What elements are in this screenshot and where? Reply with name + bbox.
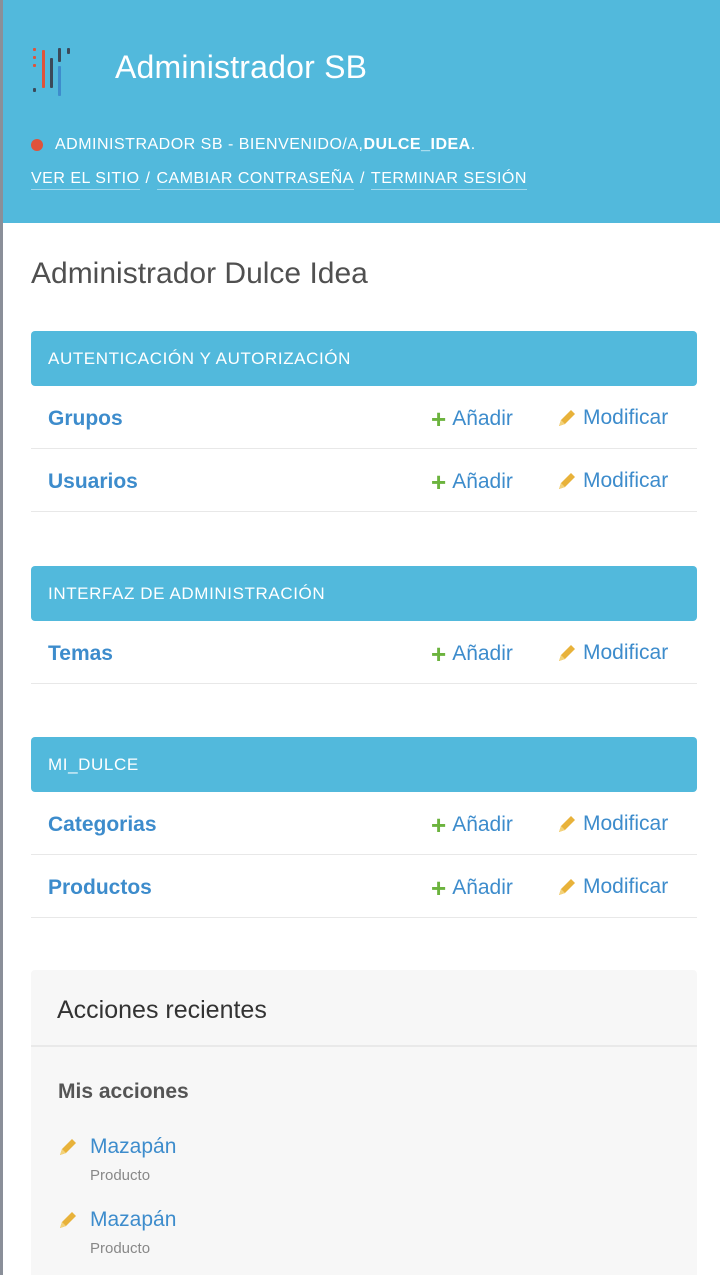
change-link[interactable] (557, 406, 668, 430)
link-separator: / (145, 170, 151, 187)
change-label: Modificar (583, 406, 669, 429)
username: DULCE_IDEA (363, 136, 471, 153)
model-row-categorias (31, 792, 697, 855)
plus-icon: + (431, 404, 447, 434)
recent-action-type: Producto (90, 1167, 151, 1184)
model-row-usuarios (31, 449, 697, 512)
logout-link[interactable]: TERMINAR SESIÓN (371, 170, 527, 190)
link-separator: / (359, 170, 365, 187)
module-header[interactable]: MI_DULCE (31, 737, 697, 792)
recent-action-link[interactable]: Mazapán (90, 1135, 177, 1158)
change-link[interactable] (557, 641, 668, 665)
add-link[interactable] (431, 641, 513, 667)
user-tools (31, 170, 527, 188)
model-link-categorias[interactable]: Categorias (48, 813, 157, 836)
add-label: Añadir (452, 470, 513, 493)
add-link[interactable] (431, 812, 513, 838)
recent-action-type: Producto (90, 1240, 151, 1257)
module-mi-dulce (31, 737, 697, 918)
model-row-temas (31, 621, 697, 684)
model-row-grupos (31, 386, 697, 449)
module-admin-interface (31, 566, 697, 684)
divider (31, 1045, 697, 1047)
pencil-icon (557, 408, 577, 428)
model-row-productos (31, 855, 697, 918)
model-link-temas[interactable]: Temas (48, 642, 113, 665)
model-link-usuarios[interactable]: Usuarios (48, 470, 138, 493)
recent-actions-panel (31, 970, 697, 1275)
model-link-productos[interactable]: Productos (48, 876, 152, 899)
status-dot-icon (31, 139, 43, 151)
add-label: Añadir (452, 642, 513, 665)
add-link[interactable] (431, 875, 513, 901)
change-password-link[interactable]: CAMBIAR CONTRASEÑA (157, 170, 354, 190)
add-label: Añadir (452, 876, 513, 899)
welcome-message (31, 136, 476, 154)
site-header (3, 0, 720, 223)
add-label: Añadir (452, 813, 513, 836)
pencil-icon (557, 643, 577, 663)
recent-actions-title: Acciones recientes (57, 996, 267, 1024)
module-auth (31, 331, 697, 512)
pencil-icon (557, 877, 577, 897)
recent-action-link[interactable]: Mazapán (90, 1208, 177, 1231)
change-label: Modificar (583, 469, 669, 492)
brand-title[interactable]: Administrador SB (115, 49, 368, 85)
add-link[interactable] (431, 469, 513, 495)
add-label: Añadir (452, 407, 513, 430)
plus-icon: + (431, 810, 447, 840)
pencil-icon (557, 471, 577, 491)
change-link[interactable] (557, 812, 668, 836)
view-site-link[interactable]: VER EL SITIO (31, 170, 140, 190)
plus-icon: + (431, 467, 447, 497)
change-label: Modificar (583, 875, 669, 898)
change-link[interactable] (557, 469, 668, 493)
logo-bars-icon (29, 44, 77, 96)
welcome-suffix: . (470, 136, 476, 153)
pencil-icon (58, 1137, 78, 1157)
pencil-icon (557, 814, 577, 834)
module-header[interactable]: INTERFAZ DE ADMINISTRACIÓN (31, 566, 697, 621)
my-actions-heading: Mis acciones (58, 1080, 189, 1103)
brand[interactable] (29, 44, 77, 96)
plus-icon: + (431, 639, 447, 669)
pencil-icon (58, 1210, 78, 1230)
model-link-grupos[interactable]: Grupos (48, 407, 123, 430)
page-title: Administrador Dulce Idea (31, 257, 368, 290)
add-link[interactable] (431, 406, 513, 432)
module-header[interactable]: AUTENTICACIÓN Y AUTORIZACIÓN (31, 331, 697, 386)
change-label: Modificar (583, 641, 669, 664)
change-label: Modificar (583, 812, 669, 835)
change-link[interactable] (557, 875, 668, 899)
plus-icon: + (431, 873, 447, 903)
welcome-prefix: ADMINISTRADOR SB - BIENVENIDO/A, (55, 136, 364, 153)
